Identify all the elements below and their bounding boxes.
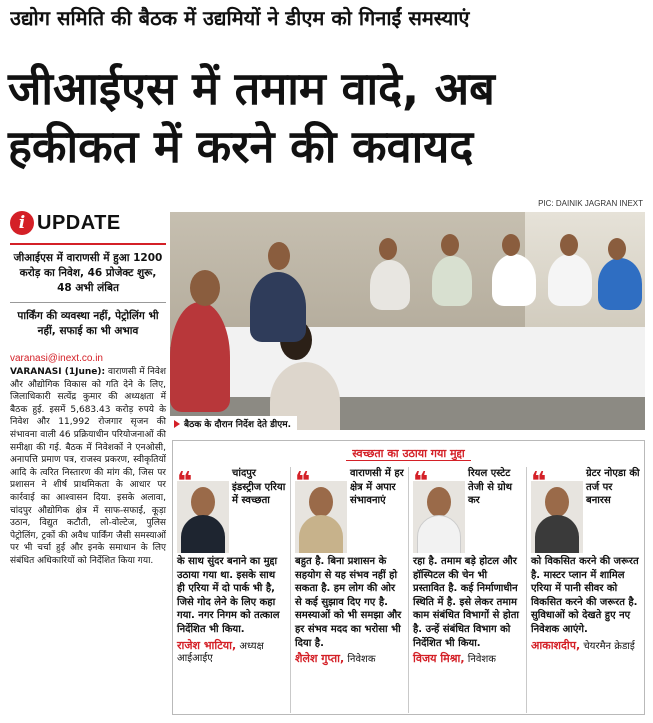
photo-person xyxy=(548,254,592,306)
photo-head xyxy=(190,270,220,306)
quotes-box-title xyxy=(173,446,644,461)
portrait-shailesh-gupta xyxy=(295,481,347,553)
quote-column-3 xyxy=(408,467,526,713)
photo-head xyxy=(441,234,459,256)
quote-lead: चांदपुर इंडस्ट्रीज एरिया में स्वच्छता xyxy=(232,468,286,506)
quote-lead: ग्रेटर नोएडा की तर्ज पर बनारस xyxy=(586,468,640,506)
email-link[interactable]: varanasi@inext.co.in xyxy=(10,353,103,364)
quotes-columns xyxy=(173,467,644,713)
portrait-body xyxy=(299,515,343,553)
portrait-vijay-mishra xyxy=(413,481,465,553)
portrait-akashdeep xyxy=(531,481,583,553)
photo-person xyxy=(432,256,472,306)
quote-lead: वाराणसी में हर क्षेत्र में अपार संभावनाएं xyxy=(350,468,404,506)
portrait-body xyxy=(417,515,461,553)
photo-head xyxy=(608,238,626,260)
portrait-rajesh-bhatia xyxy=(177,481,229,553)
brief-parking: पार्किंग की व्यवस्था नहीं, पेट्रोलिंग भी नहीं, सफाई का भी अभाव xyxy=(10,302,166,345)
article-body xyxy=(10,366,166,568)
dateline: VARANASI (1June): xyxy=(10,367,106,377)
quote-name: आकाशदीप, xyxy=(531,638,581,652)
quote-column-2 xyxy=(290,467,408,713)
quote-name: विजय मिश्रा, xyxy=(413,652,465,666)
quote-top xyxy=(295,467,404,553)
photo-person xyxy=(492,254,536,306)
kicker-line: उद्योग समिति की बैठक में उद्यमियों ने डीएम को गिनाईं समस्याएं xyxy=(10,6,470,30)
quote-name: शैलेश गुप्ता, xyxy=(295,652,345,666)
photo-head xyxy=(379,238,397,260)
brief-investment: जीआईएस में वाराणसी में हुआ 1200 करोड़ का निवेश, 46 प्रोजेक्ट शुरू, 48 अभी लंबित xyxy=(13,252,163,294)
caption-marker-icon xyxy=(174,420,180,428)
portrait-head xyxy=(191,487,215,517)
photo-person xyxy=(170,302,230,412)
portrait-body xyxy=(181,515,225,553)
article-body-text: वाराणसी में निवेश और औद्योगिक विकास को गति देने के लिए, जिलाधिकारी सत्येंद्र कुमार की अध्यक्षता में बैठक हुई. इसमें 5,683.43 करोड़ रुपये के निवेश और 11,992 रोजगार सृजन की संभावना वाली 46 प्रक्रियाधीन परियोजनाओं की समीक्षा की गई. बैठक में निवेशकों ने एनओसी, अनापत्ति प्रमाण पत्र, राजस्व प्रकरण, स्वीकृतियों आदि के त्वरित निस्तारण की मांग की, जिस पर प्रशासन ने शीर्ष प्राथमिकता के आधार पर कार्रवाई का आश्वासन दिया. इसके अलावा, चांदपुर औद्योगिक क्षेत्र में साफ-सफाई, कूड़ा उठान, विद्युत कटौती, लो-वोल्टेज, पुलिस पेट्रोलिंग, ट्रकों की अवैध पार्किंग जैसी समस्याओं पर भी चर्चा हुई और इनके समाधान के लिए संबंधित अधिकारियों को निर्देशित किया गया. xyxy=(10,367,166,566)
headline-line-1: जीआईएस में तमाम वादे, अब xyxy=(8,62,495,115)
meeting-photo xyxy=(170,212,645,430)
photo-head xyxy=(560,234,578,256)
quote-byline xyxy=(413,653,522,666)
quote-text: के साथ सुंदर बनाने का मुद्दा उठाया गया था. इसके साथ ही एरिया में दो पार्क भी है, जिसे गोद लेने के लिए कहा गया. नगर निगम को तत्काल निर्देशित भी किया. xyxy=(177,556,280,635)
update-column xyxy=(10,205,166,568)
portrait-head xyxy=(545,487,569,517)
portrait-body xyxy=(535,515,579,553)
quotes-box-title-text: स्वच्छता का उठाया गया मुद्दा xyxy=(346,447,471,461)
quote-text: रहा है. तमाम बड़े होटल और हॉस्पिटल की चेन भी प्रस्तावित है. कई निर्माणाधीन स्थिति में है. इसे लेकर तमाम काम संबंधित विभागों से होता है. उन्हें संबंधित विभाग को निर्देशित भी किया. xyxy=(413,556,520,649)
update-logo xyxy=(10,205,166,241)
quote-text: बहुत है. बिना प्रशासन के सहयोग से यह संभव नहीं हो सकता है. हम लोग की ओर से कई सुझाव दिए गए है. समस्याओं को भी समझा और हर संभव मदद का भरोसा भी दिया है. xyxy=(295,556,402,649)
headline-line-2: हकीकत में करने की कवायद xyxy=(8,120,474,173)
quote-column-1 xyxy=(173,467,290,713)
photo-caption-text: बैठक के दौरान निर्देश देते डीएम. xyxy=(184,420,292,430)
quote-text: को विकसित करने की जरूरत है. मास्टर प्लान में शामिल एरिया में पानी सीवर को विकसित करने की जरूरत है. सुविधाओं को देखते हुए नए निवेशक आएंगे. xyxy=(531,556,639,635)
photo-person xyxy=(598,258,642,310)
photo-person xyxy=(250,272,306,342)
quote-byline xyxy=(295,653,404,666)
quote-role: निवेशक xyxy=(347,654,376,666)
quote-byline xyxy=(531,640,640,653)
quote-name: राजेश भाटिया, xyxy=(177,638,237,652)
quote-role: चेयरमैन क्रेडाई xyxy=(583,640,635,652)
photo-caption xyxy=(170,416,297,431)
photo-head xyxy=(502,234,520,256)
i-logo-badge: i xyxy=(10,211,34,235)
quote-role: निवेशक xyxy=(467,654,496,666)
update-rule xyxy=(10,243,166,245)
quote-byline xyxy=(177,640,286,665)
photo-credit: PIC: DAINIK JAGRAN INEXT xyxy=(538,199,643,208)
quote-top xyxy=(177,467,286,553)
update-logo-word: UPDATE xyxy=(37,211,121,234)
photo-person xyxy=(370,260,410,310)
quote-top xyxy=(413,467,522,553)
quote-lead: रियल एस्टेट तेजी से ग्रोथ कर xyxy=(468,468,513,506)
quote-role: अध्यक्ष आईआईए xyxy=(177,640,264,664)
headline xyxy=(8,60,648,176)
quote-top xyxy=(531,467,640,553)
quote-column-4 xyxy=(526,467,644,713)
portrait-head xyxy=(427,487,451,517)
photo-head xyxy=(268,242,290,270)
portrait-head xyxy=(309,487,333,517)
quotes-box xyxy=(172,440,645,715)
